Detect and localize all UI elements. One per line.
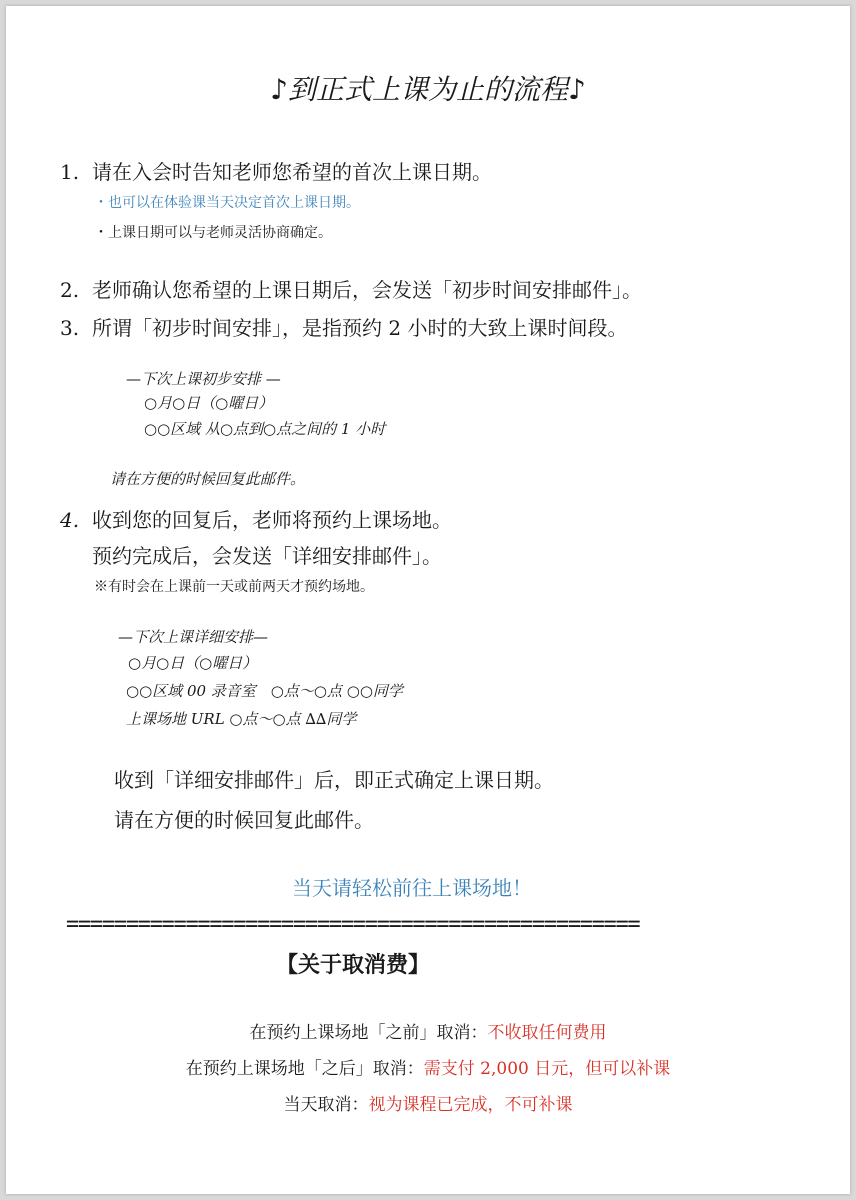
- step-4-number: 4.: [60, 508, 80, 532]
- step-1-note-1: ・也可以在体验课当天决定首次上课日期。: [94, 195, 360, 211]
- doc-title: ♪到正式上课为止的流程♪: [270, 73, 586, 106]
- step-1-note-2: ・上课日期可以与老师灵活协商确定。: [94, 225, 332, 241]
- cancel-row-same-day-label: 当天取消：: [283, 1095, 369, 1115]
- cancel-title: 【关于取消费】: [276, 952, 431, 978]
- sample1-line2: ○○区域 从○点到○点之间的 1 小时: [144, 420, 386, 438]
- step-4-line-2: 预约完成后，会发送「详细安排邮件」。: [92, 544, 442, 568]
- step-3-text: 所谓「初步时间安排」，是指预约 2 小时的大致上课时间段。: [92, 316, 628, 340]
- sample2-line2: ○○区域 00 录音室 ○点〜○点 ○○同学: [126, 682, 403, 700]
- confirm-line-1: 收到「详细安排邮件」后，即正式确定上课日期。: [114, 768, 554, 792]
- confirm-line-2: 请在方便的时候回复此邮件。: [114, 808, 374, 832]
- cancel-row-before-label: 在预约上课场地「之前」取消：: [249, 1023, 488, 1043]
- cancel-row-after-label: 在预约上课场地「之后」取消：: [185, 1059, 424, 1079]
- day-of-message: 当天请轻松前往上课场地！: [292, 876, 532, 900]
- cancel-row-before-value: 不收取任何费用: [487, 1023, 607, 1043]
- step-2-text: 老师确认您希望的上课日期后，会发送「初步时间安排邮件」。: [92, 278, 642, 302]
- divider-line: ================================================: [66, 912, 640, 937]
- cancel-row-before: [6, 1018, 850, 1043]
- sample1-heading: —下次上课初步安排 —: [126, 370, 281, 388]
- sample2-heading: —下次上课详细安排—: [118, 628, 269, 646]
- cancel-row-after: [6, 1054, 850, 1079]
- document-page: [6, 6, 850, 1194]
- cancel-row-same-day-value: 视为课程已完成，不可补课: [368, 1095, 573, 1115]
- sample2-line3: 上课场地 URL ○点〜○点 ∆∆同学: [126, 710, 357, 728]
- step-4-note: ※有时会在上课前一天或前两天才预约场地。: [94, 579, 374, 595]
- cancel-row-after-value: 需支付 2,000 日元，但可以补课: [423, 1059, 671, 1079]
- step-1-text: 请在入会时告知老师您希望的首次上课日期。: [92, 160, 492, 184]
- cancel-row-same-day: [6, 1090, 850, 1115]
- sample1-line1: ○月○日（○曜日）: [144, 394, 274, 412]
- step-3-number: 3.: [60, 316, 80, 340]
- step-1-number: 1.: [60, 160, 80, 184]
- sample1-reply: 请在方便的时候回复此邮件。: [110, 470, 306, 488]
- step-2-number: 2.: [60, 278, 80, 302]
- step-4-line-1: 收到您的回复后，老师将预约上课场地。: [92, 508, 452, 532]
- sample2-line1: ○月○日（○曜日）: [128, 654, 258, 672]
